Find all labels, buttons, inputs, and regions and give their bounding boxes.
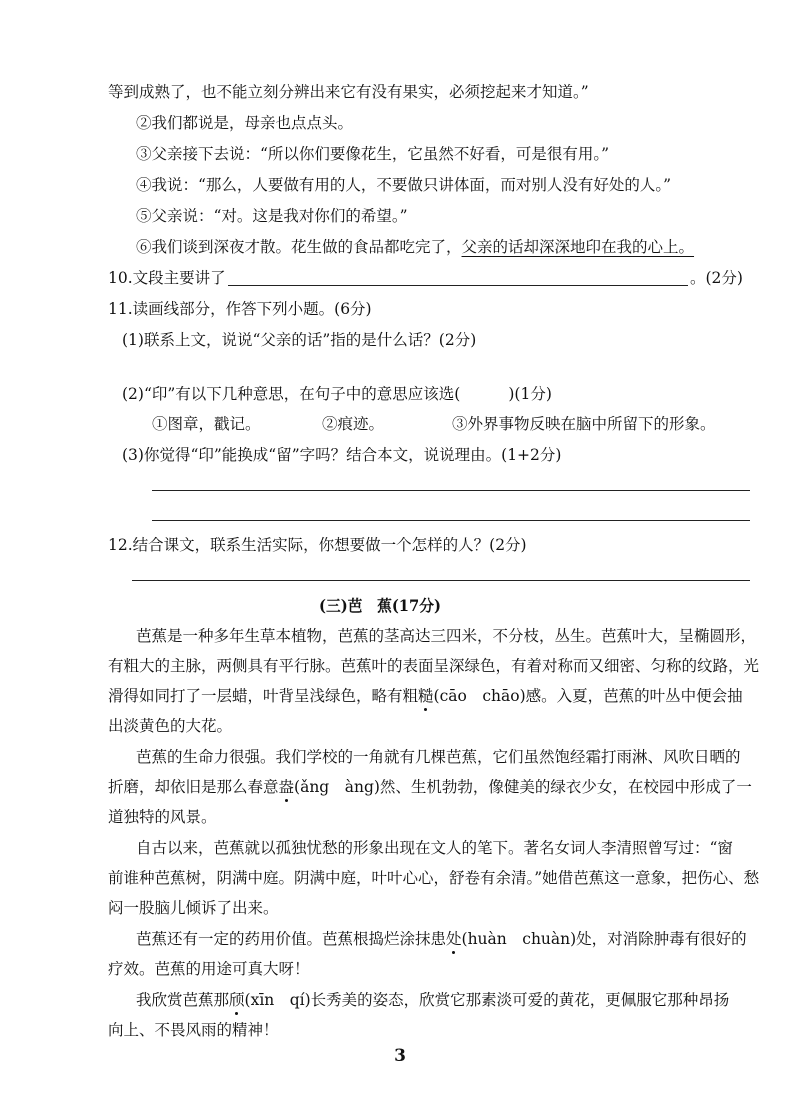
article-line <box>108 686 743 706</box>
question-11-1: (1)联系上文，说说“父亲的话”指的是什么话？(2分) <box>122 331 477 349</box>
underlined-sentence: 父亲的话却深深地印在我的心上。 <box>461 238 695 256</box>
passage-paragraph-6 <box>136 237 694 257</box>
passage-paragraph-2: ②我们都说是，母亲也点点头。 <box>136 114 354 132</box>
passage-paragraph-6-text: ⑥我们谈到深夜才散。花生做的食品都吃完了， <box>136 238 462 256</box>
article-line: 芭蕉是一种多年生草本植物，芭蕉的茎高达三四米，不分枝，丛生。芭蕉叶大，呈椭圆形， <box>136 627 757 645</box>
article-line: 芭蕉的生命力很强。我们学校的一角就有几棵芭蕉，它们虽然饱经霜打雨淋、风吹日晒的 <box>136 748 741 766</box>
dotted-character: 颀 <box>229 991 245 1009</box>
article-line: 出淡黄色的大花。 <box>108 717 233 735</box>
option-2: ②痕迹。 <box>322 415 385 433</box>
article-line: 向上、不畏风雨的精神！ <box>108 1021 279 1039</box>
article-text: 芭蕉还有一定的药用价值。芭蕉根捣烂涂抹患 <box>136 930 447 948</box>
article-line: 自古以来，芭蕉就以孤独忧愁的形象出现在文人的笔下。著名女词人李清照曾写过：“窗 <box>136 839 733 857</box>
article-line: 疗效。芭蕉的用途可真大呀！ <box>108 960 310 978</box>
option-1: ①图章，戳记。 <box>152 415 261 433</box>
answer-line-q11-3-a[interactable] <box>152 490 750 491</box>
article-text: 折磨，却依旧是那么春意 <box>108 778 279 796</box>
pinyin-choice: (huàn chuàn)处，对消除肿毒有很好的 <box>461 930 747 948</box>
page-number: 3 <box>394 1046 406 1066</box>
answer-blank-q10[interactable] <box>228 285 688 286</box>
pinyin-choice: (cāo chāo)感。入夏，芭蕉的叶丛中便会抽 <box>433 687 743 705</box>
article-line <box>108 777 752 797</box>
question-11-2-score: )(1分) <box>508 385 552 403</box>
article-line: 闷一股脑儿倾诉了出来。 <box>108 899 279 917</box>
article-line <box>136 990 729 1010</box>
question-11-2-text: (2)“印”有以下几种意思，在句子中的意思应该选( <box>122 385 461 403</box>
question-11-3: (3)你觉得“印”能换成“留”字吗？结合本文，说说理由。(1+2分) <box>122 446 562 464</box>
passage-paragraph-5: ⑤父亲说：“对。这是我对你们的希望。” <box>136 207 408 225</box>
question-12: 12.结合课文，联系生活实际，你想要做一个怎样的人？(2分) <box>108 536 527 554</box>
article-line: 有粗大的主脉，两侧具有平行脉。芭蕉叶的表面呈深绿色，有着对称而又细密、匀称的纹路，光 <box>108 657 760 675</box>
dotted-character: 处 <box>446 930 462 948</box>
passage-paragraph-3: ③父亲接下去说：“所以你们要像花生，它虽然不好看，可是很有用。” <box>136 145 610 163</box>
question-10: 10.文段主要讲了 <box>108 269 226 287</box>
article-line: 前谁种芭蕉树，阴满中庭。阴满中庭，叶叶心心，舒卷有余清。”她借芭蕉这一意象，把伤心、愁 <box>108 869 760 887</box>
dotted-character: 糙 <box>418 687 434 705</box>
question-11: 11.读画线部分，作答下列小题。(6分) <box>108 300 372 318</box>
pinyin-choice: (xīn qí)长秀美的姿态，欣赏它那素淡可爱的黄花，更佩服它那种昂扬 <box>244 991 730 1009</box>
answer-line-q11-3-b[interactable] <box>152 520 750 521</box>
question-11-2 <box>122 384 552 404</box>
article-text: 滑得如同打了一层蜡，叶背呈浅绿色，略有粗 <box>108 687 419 705</box>
dotted-character: 盎 <box>278 778 295 796</box>
passage-paragraph-4: ④我说：“那么，人要做有用的人，不要做只讲体面，而对别人没有好处的人。” <box>136 176 672 194</box>
article-line: 道独特的风景。 <box>108 808 217 826</box>
article-text: 我欣赏芭蕉那 <box>136 991 230 1009</box>
option-3: ③外界事物反映在脑中所留下的形象。 <box>452 415 716 433</box>
article-line <box>136 929 747 949</box>
pinyin-choice: (ǎng àng)然、生机勃勃，像健美的绿衣少女，在校园中形成了一 <box>294 778 752 796</box>
answer-line-q12[interactable] <box>132 580 750 581</box>
section-title: (三)芭 蕉(17分) <box>319 596 441 615</box>
passage-line: 等到成熟了，也不能立刻分辨出来它有没有果实，必须挖起来才知道。” <box>108 83 589 101</box>
question-10-score: 。(2分) <box>690 269 743 287</box>
